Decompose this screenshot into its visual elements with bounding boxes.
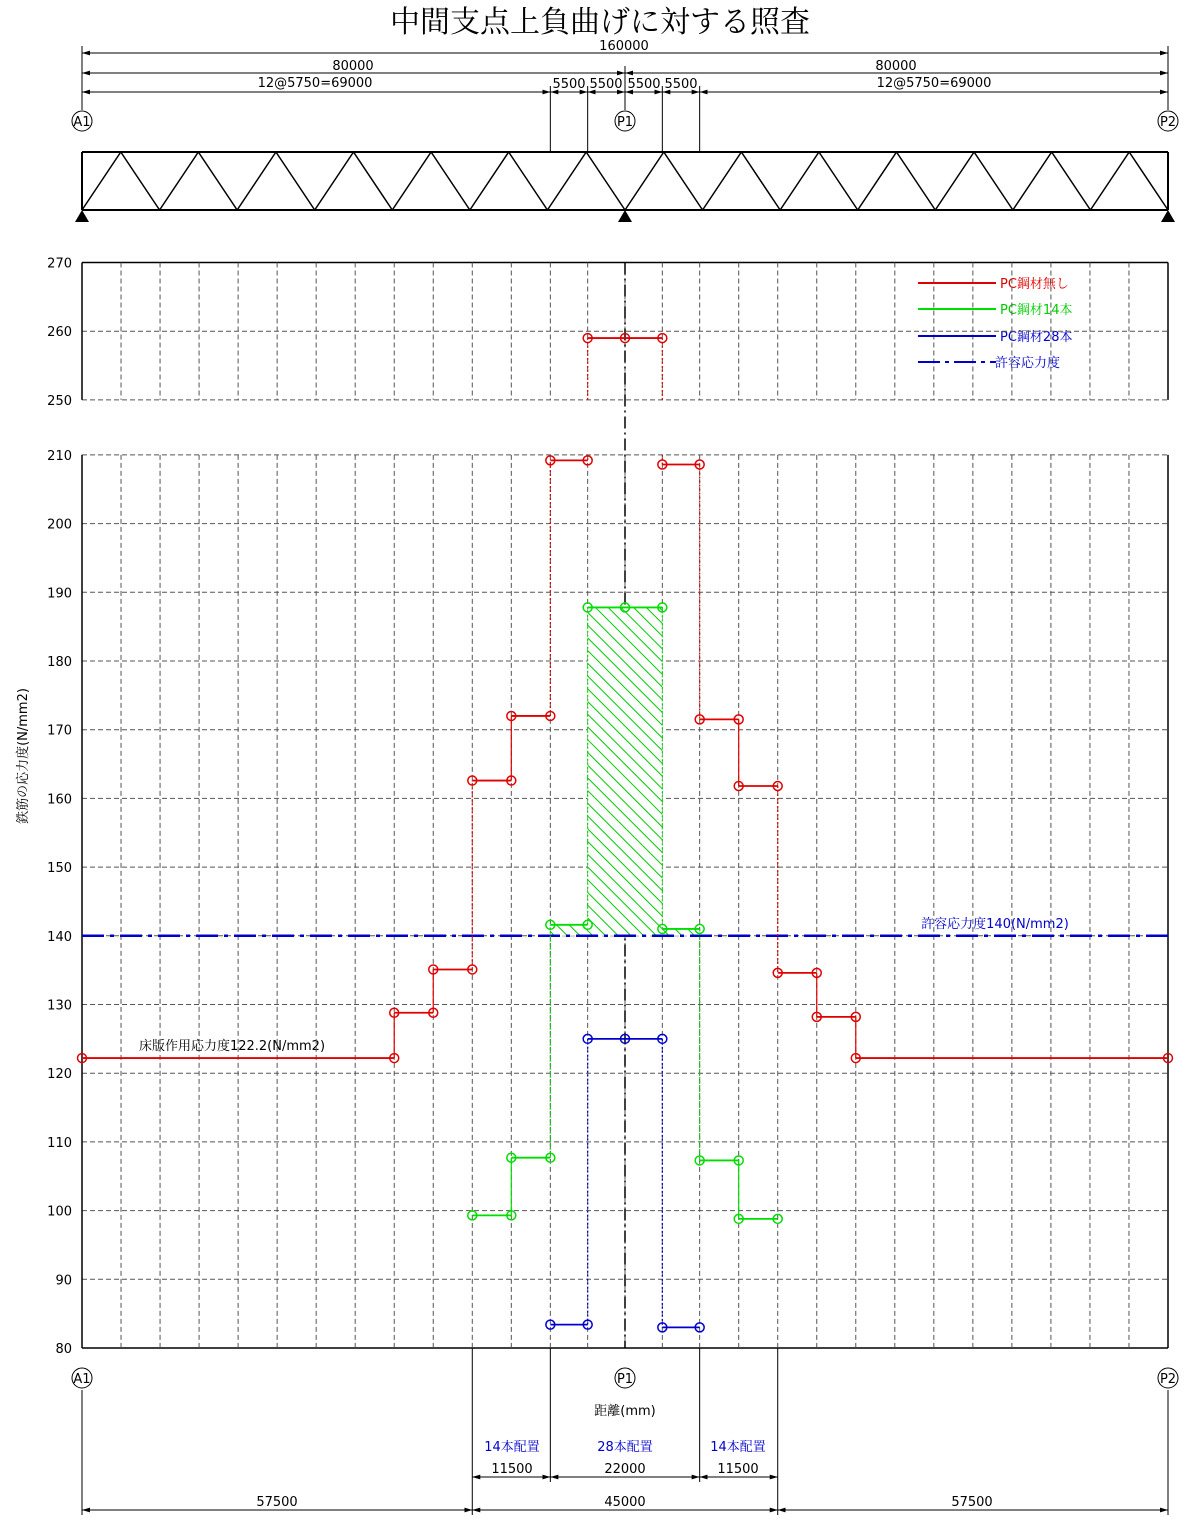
- support-a1-top-text: A1: [73, 115, 91, 130]
- truss-diagonal: [354, 152, 393, 210]
- truss-diagonal: [935, 152, 974, 210]
- zone-length-left: 11500: [491, 1462, 533, 1477]
- truss-elevation: [75, 152, 1175, 222]
- truss-diagonal: [586, 152, 625, 210]
- y-tick-label-210: 210: [47, 448, 72, 464]
- dim-center-seg-1: 5500: [552, 77, 586, 92]
- truss-diagonal: [897, 152, 936, 210]
- y-tick-label-110: 110: [47, 1135, 72, 1151]
- deck-stress-annotation: 床版作用応力度122.2(N/mm2): [138, 1039, 326, 1054]
- y-tick-label-120: 120: [47, 1067, 72, 1083]
- support-triangle: [618, 210, 632, 222]
- truss-diagonal: [121, 152, 160, 210]
- dim-right-half: 80000: [875, 59, 917, 74]
- truss-diagonal: [276, 152, 315, 210]
- dim-center-seg-3: 5500: [627, 77, 661, 92]
- support-a1-bottom-text: A1: [73, 1372, 91, 1387]
- truss-diagonal: [1013, 152, 1052, 210]
- truss-diagonal: [431, 152, 470, 210]
- dim-total: 160000: [599, 39, 649, 54]
- truss-diagonal: [547, 152, 586, 210]
- y-tick-label-190: 190: [47, 586, 72, 602]
- truss-diagonal: [1052, 152, 1091, 210]
- dim-right-panels: 12@5750=69000: [876, 76, 992, 91]
- support-label-bottom-a1: [72, 1368, 92, 1388]
- support-label-top-a1: [72, 111, 92, 131]
- y-tick-label-90: 90: [55, 1273, 72, 1289]
- support-label-bottom-p2: [1158, 1368, 1178, 1388]
- support-p2-top-text: P2: [1159, 115, 1177, 130]
- legend-label-pc14: PC鋼材14本: [1000, 303, 1073, 318]
- truss-diagonal: [819, 152, 858, 210]
- y-tick-label-130: 130: [47, 998, 72, 1014]
- truss-diagonal: [82, 152, 121, 210]
- zone-length-center: 22000: [604, 1462, 646, 1477]
- y-axis-label: 鉄筋の応力度(N/mm2): [16, 688, 31, 824]
- support-label-top-p2: [1158, 111, 1178, 131]
- dim-center-seg-2: 5500: [589, 77, 623, 92]
- exceed-hatch-left: [550, 925, 587, 936]
- truss-diagonal: [160, 152, 199, 210]
- truss-diagonal: [1129, 152, 1168, 210]
- support-triangle: [1161, 210, 1175, 222]
- truss-diagonal: [974, 152, 1013, 210]
- y-tick-label-200: 200: [47, 517, 72, 533]
- legend-label-no-pc: PC鋼材無し: [1000, 277, 1069, 292]
- support-label-bottom-p1: [615, 1368, 635, 1388]
- x-axis-label: 距離(mm): [594, 1404, 656, 1419]
- truss-diagonal: [198, 152, 237, 210]
- support-p1-top-text: P1: [616, 115, 634, 130]
- truss-diagonal: [741, 152, 780, 210]
- truss-diagonal: [625, 152, 664, 210]
- truss-diagonal: [858, 152, 897, 210]
- truss-diagonal: [237, 152, 276, 210]
- legend-label-allowable: 許容応力度: [995, 356, 1061, 371]
- support-p2-bottom-text: P2: [1159, 1372, 1177, 1387]
- y-tick-label-150: 150: [47, 861, 72, 877]
- truss-diagonal: [703, 152, 742, 210]
- support-label-top-p1: [615, 111, 635, 131]
- dim-left-half: 80000: [332, 59, 374, 74]
- support-triangle: [75, 210, 89, 222]
- exceed-hatch-center: [588, 607, 663, 935]
- zone-length-right: 11500: [717, 1462, 759, 1477]
- y-tick-label-180: 180: [47, 655, 72, 670]
- truss-diagonal: [780, 152, 819, 210]
- truss-diagonal: [315, 152, 354, 210]
- support-p1-bottom-text: P1: [616, 1372, 634, 1387]
- y-tick-label-100: 100: [47, 1204, 72, 1220]
- y-tick-label-170: 170: [47, 723, 72, 739]
- y-tick-label-80: 80: [55, 1342, 72, 1357]
- allowable-annotation: 許容応力度140(N/mm2): [921, 917, 1069, 932]
- zone-label-left: 14本配置: [484, 1440, 540, 1455]
- y-tick-label-260: 260: [47, 325, 72, 341]
- outer-dim-right: 57500: [951, 1495, 993, 1510]
- legend-label-pc28: PC鋼材28本: [1000, 330, 1073, 345]
- dim-center-seg-4: 5500: [664, 77, 698, 92]
- y-tick-label-140: 140: [47, 929, 72, 945]
- dim-left-panels: 12@5750=69000: [257, 76, 373, 91]
- y-tick-label-270: 270: [47, 256, 72, 272]
- zone-label-center: 28本配置: [597, 1440, 653, 1455]
- outer-dim-center: 45000: [604, 1495, 646, 1510]
- truss-diagonal: [509, 152, 548, 210]
- y-tick-label-250: 250: [47, 393, 72, 409]
- truss-diagonal: [1090, 152, 1129, 210]
- chart-title: 中間支点上負曲げに対する照査: [390, 5, 810, 40]
- truss-diagonal: [664, 152, 703, 210]
- outer-dim-left: 57500: [256, 1495, 298, 1510]
- zone-label-right: 14本配置: [710, 1440, 766, 1455]
- y-tick-label-160: 160: [47, 792, 72, 808]
- truss-diagonal: [470, 152, 509, 210]
- truss-diagonal: [392, 152, 431, 210]
